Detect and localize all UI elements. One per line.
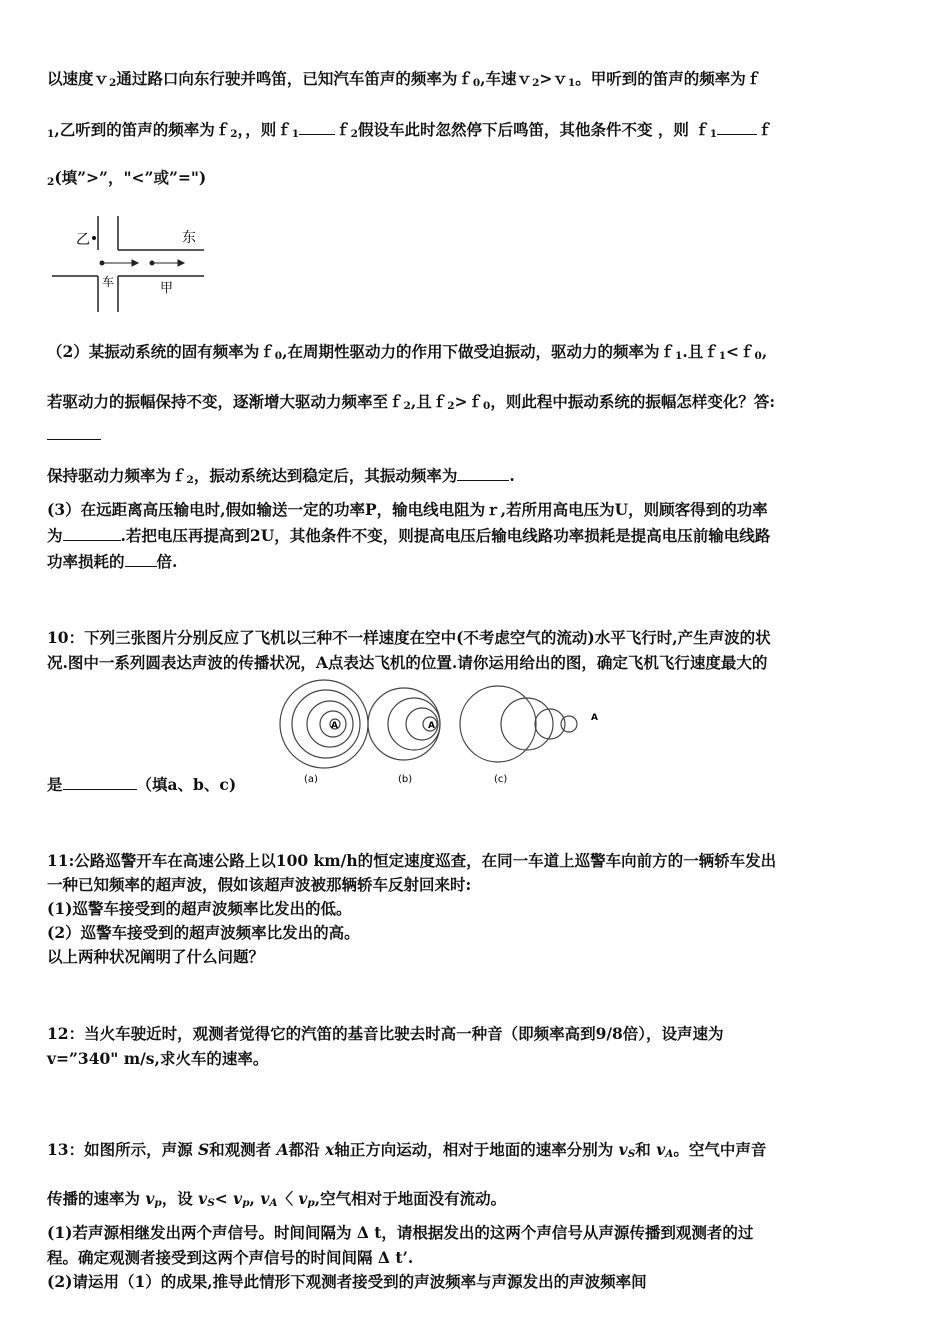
subscript: 2 — [47, 176, 55, 188]
text: （填a、b、c) — [136, 775, 237, 794]
answer-blank[interactable] — [299, 120, 335, 135]
text: 通过路口向东行驶并鸣笛，已知汽车笛声的频率为ｆ — [116, 69, 473, 88]
subscript: 2 — [109, 77, 117, 89]
text: 功率损耗的 — [47, 552, 125, 571]
text: 程。确定观测者接受到这两个声信号的时间间隔 Δ t’. — [47, 1248, 414, 1267]
q9-line-1 — [47, 69, 761, 93]
answer-blank[interactable] — [457, 466, 509, 481]
label-c: (c) — [494, 774, 508, 785]
var-v: v — [298, 1189, 308, 1208]
var-v: v — [145, 1189, 155, 1208]
plane-point-b: A — [428, 721, 435, 731]
subscript: 0 — [472, 77, 481, 89]
label-a: (a) — [304, 774, 318, 785]
q11-line-5 — [47, 947, 264, 967]
answer-blank[interactable] — [63, 775, 137, 790]
text: , — [761, 342, 768, 361]
subscript: 0 — [483, 400, 491, 412]
text: (2)请运用（1）的成果,推导此情形下观测者接受到的声波频率与声源发出的声波频率间 — [47, 1272, 647, 1291]
q9-line-3 — [47, 168, 206, 192]
text: ,乙听到的笛声的频率为ｆ — [54, 120, 231, 139]
subscript: 0 — [754, 350, 762, 362]
text: 以速度ｖ — [47, 69, 110, 88]
text: 12：当火车驶近时，观测者觉得它的汽笛的基音比驶去时高一种音（即频率高到9/8倍），设声速为 — [47, 1024, 724, 1043]
q13-line-1 — [47, 1140, 766, 1164]
plane-point-c: A — [591, 713, 598, 723]
q12-line-2 — [47, 1049, 268, 1069]
subscript: 1 — [718, 350, 727, 362]
subscript: 2 — [230, 128, 238, 140]
text: 都沿 — [288, 1140, 326, 1159]
var-A: A — [276, 1140, 289, 1159]
text: 传播的速率为 — [47, 1189, 146, 1208]
text: ,空气相对于地面没有流动。 — [314, 1189, 507, 1208]
text: ，则此程中振动系统的振幅怎样变化？答: — [490, 392, 776, 411]
subscript: 1 — [675, 350, 683, 362]
text: 况.图中一系列圆表达声波的传播状况，A点表达飞机的位置.请你运用给出的图，确定飞机飞行速度最大的 — [47, 653, 768, 672]
text: ,且ｆ — [410, 392, 448, 411]
subscript: p — [307, 1197, 315, 1209]
text: 〈 — [277, 1189, 299, 1208]
text: 若驱动力的振幅保持不变，逐渐增大驱动力频率至ｆ — [47, 392, 404, 411]
subscript: p — [154, 1197, 162, 1209]
text: 假设车此时忽然停下后鸣笛，其他条件不变 ，则 ｆ — [357, 120, 710, 139]
subscript: S — [627, 1148, 636, 1160]
var-x: x — [325, 1140, 335, 1159]
q9-2-line-2 — [47, 392, 775, 416]
q13-line-4 — [47, 1248, 413, 1268]
var-v: v — [198, 1189, 208, 1208]
text: .且ｆ — [682, 342, 719, 361]
label-b: (b) — [398, 774, 413, 785]
q9-3-line-1 — [47, 500, 768, 520]
q11-line-4 — [47, 923, 360, 943]
text: 13：如图所示，声源 — [47, 1140, 198, 1159]
subscript: 2 — [186, 474, 194, 486]
q11-line-1 — [47, 851, 776, 871]
text: 以上两种状况阐明了什么问题？ — [47, 947, 265, 966]
subscript: S — [207, 1197, 215, 1209]
text: 是 — [47, 775, 63, 794]
text: 。甲听到的笛声的频率为ｆ — [575, 69, 762, 88]
q9-2-line-3 — [47, 425, 101, 445]
subscript: 1 — [709, 128, 718, 140]
subscript: 1 — [567, 77, 576, 89]
q13-line-5 — [47, 1272, 647, 1292]
text: ，振动系统达到稳定后，其振动频率为 — [193, 466, 458, 485]
subscript: 2 — [350, 128, 358, 140]
var-v: v — [618, 1140, 628, 1159]
text: ,在周期性驱动力的作用下做受迫振动，驱动力的频率为ｆ — [282, 342, 676, 361]
text: v=”340" m/s,求火车的速率。 — [47, 1049, 269, 1068]
text: , — [249, 1189, 261, 1208]
text: 。空气中声音 — [673, 1140, 767, 1159]
q10-line-1 — [47, 628, 771, 648]
q13-line-3 — [47, 1223, 753, 1243]
label-east: 东 — [182, 230, 196, 246]
q12-line-1 — [47, 1024, 724, 1044]
plane-point-a: A — [331, 721, 338, 731]
sound-wave-figure — [268, 676, 608, 788]
label-yi: 乙 — [76, 232, 90, 248]
subscript: p — [242, 1197, 250, 1209]
var-v: v — [233, 1189, 243, 1208]
q9-2-line-4 — [47, 466, 515, 490]
answer-blank[interactable] — [125, 552, 157, 567]
text: 倍. — [156, 552, 178, 571]
subscript: 1 — [47, 128, 55, 140]
text: 和 — [635, 1140, 657, 1159]
text: (1)若声源相继发出两个声信号。时间间隔为 Δ t，请根据发出的这两个声信号从声源传播到观测者的过 — [47, 1223, 754, 1242]
var-S: S — [197, 1140, 210, 1159]
q10-line-3 — [47, 775, 236, 795]
text: . — [509, 466, 515, 485]
text: 保持驱动力频率为ｆ — [47, 466, 187, 485]
text: 和观测者 — [209, 1140, 277, 1159]
text: （2）某振动系统的固有频率为ｆ — [47, 342, 275, 361]
text: < — [214, 1189, 234, 1208]
text: ｆ — [335, 120, 351, 139]
label-jia: 甲 — [160, 281, 174, 296]
text: (填”>”，"<”或”=") — [54, 168, 207, 187]
q9-3-line-2 — [47, 526, 770, 546]
subscript: 2 — [403, 400, 411, 412]
answer-blank[interactable] — [63, 526, 121, 541]
text: .若把电压再提高到2U，其他条件不变，则提高电压后输电线路功率损耗是提高电压前输电线路 — [120, 526, 771, 545]
text: >ｆ — [454, 392, 484, 411]
subscript: 0 — [274, 350, 283, 362]
text: 为 — [47, 526, 63, 545]
label-car: 车 — [102, 275, 115, 289]
crossroads-figure — [52, 216, 208, 312]
text: ，设 — [161, 1189, 199, 1208]
answer-blank[interactable] — [717, 120, 757, 135]
subscript: A — [269, 1197, 278, 1209]
text: 一种已知频率的超声波，假如该超声波被那辆轿车反射回来时: — [47, 875, 472, 894]
text: 轴正方向运动，相对于地面的速率分别为 — [334, 1140, 619, 1159]
var-v: v — [656, 1140, 666, 1159]
q9-3-line-3 — [47, 552, 177, 572]
q11-line-2 — [47, 875, 471, 895]
var-v: v — [260, 1189, 270, 1208]
subscript: 1 — [291, 128, 300, 140]
subscript: A — [665, 1148, 674, 1160]
subscript: 2 — [447, 400, 455, 412]
text: 11:公路巡警开车在高速公路上以100 km/h的恒定速度巡查，在同一车道上巡警车向前方的一辆轿车发出 — [47, 851, 777, 870]
text: ，，则ｆ — [237, 120, 292, 139]
text: (2）巡警车接受到的超声波频率比发出的高。 — [47, 923, 360, 942]
text: >ｖ — [539, 69, 568, 88]
q10-line-2 — [47, 653, 767, 673]
subscript: 2 — [532, 77, 540, 89]
text: (1)巡警车接受到的超声波频率比发出的低。 — [47, 899, 352, 918]
text: 10：下列三张图片分别反应了飞机以三种不一样速度在空中(不考虑空气的流动)水平飞行时,产生声波的状 — [47, 628, 771, 647]
q13-line-2 — [47, 1189, 506, 1213]
text: ,车速ｖ — [480, 69, 533, 88]
answer-blank[interactable] — [47, 425, 101, 440]
q9-line-2 — [47, 120, 773, 144]
text: <ｆ — [726, 342, 755, 361]
q11-line-3 — [47, 899, 351, 919]
text: ｆ — [757, 120, 773, 139]
text: (3）在远距离高压输电时,假如输送一定的功率P，输电线电阻为ｒ,若所用高电压为U，则顾客得到的功率 — [47, 500, 768, 519]
q9-2-line-1 — [47, 342, 767, 366]
